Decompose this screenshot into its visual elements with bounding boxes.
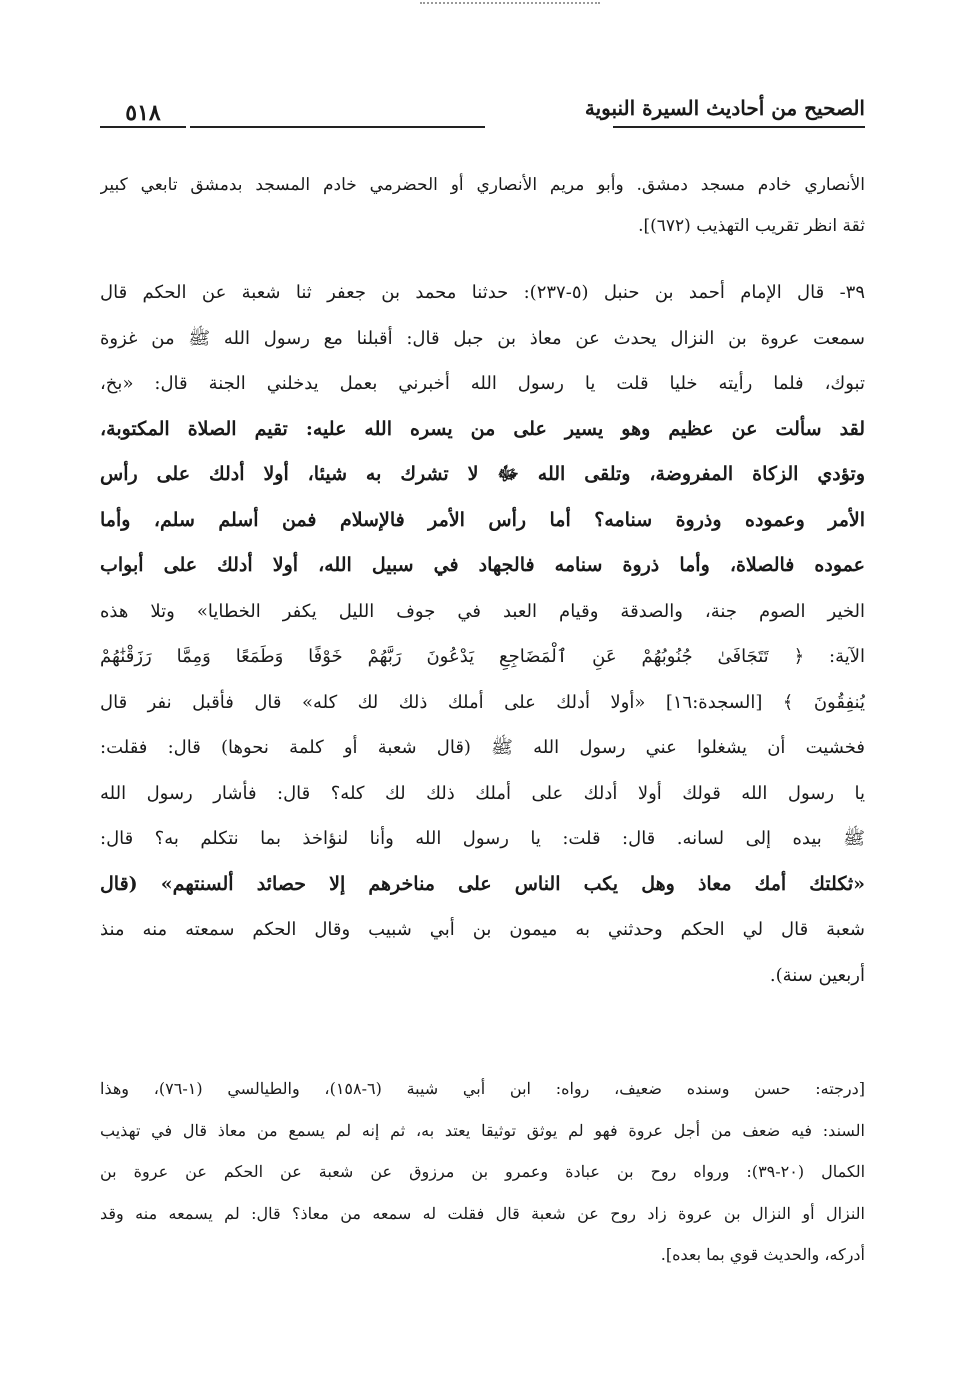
header-title-underline <box>613 126 865 128</box>
text-line: الخير الصوم جنة، والصدقة وقيام العبد في جوف الليل يكفر الخطايا» وتلا هذه <box>100 600 865 622</box>
text-line: [درجته: حسن وسنده ضعيف، رواه: ابن أبي شيبة (٦-١٥٨)، والطيالسي (١-٧٦)، وهذا <box>100 1079 865 1098</box>
text-line: يا رسول الله قولك أولا أدلك على أملك ذلك لك كله؟ قال: فأشار رسول الله <box>100 782 865 804</box>
text-line: «ثكلتك أمك معاذ وهل يكب الناس على مناخرهم إلا حصائد ألسنتهم» (قال <box>100 872 865 895</box>
text-line: تبوك، فلما رأيته خليا قلت يا رسول الله أخبرني بعمل يدخلني الجنة قال: «بخ، <box>100 373 865 394</box>
text-line: أدركه، والحديث قوي بما بعده]. <box>660 1245 865 1264</box>
text-line: الأمر وعموده وذروة سنامه؟ أما رأس الأمر فالإسلام فمن أسلم سلم، وأما <box>100 508 865 531</box>
top-dotted-rule <box>420 2 600 4</box>
text-line: ٣٩- قال الإمام أحمد بن حنبل (٥-٢٣٧): حدثنا محمد بن جعفر ثنا شعبة عن الحكم قال <box>100 282 865 303</box>
page-number: ٥١٨ <box>125 100 161 126</box>
header-rule <box>190 126 485 128</box>
text-line: ثقة انظر تقريب التهذيب (٦٧٢)]. <box>638 216 865 236</box>
page-number-underline <box>100 126 186 128</box>
text-line: يُنفِقُونَ ﴾ [السجدة:١٦] «أولا أدلك على أملك ذلك لك كله» قال فأقبل نفر قال <box>100 691 865 713</box>
text-line: فخشيت أن يشغلوا عني رسول الله ﷺ (قال شعبة أو كلمة نحوها) قال: فقلت: <box>100 737 865 758</box>
text-line: أربعين سنة). <box>769 964 865 986</box>
hadith-paragraph <box>100 270 865 998</box>
text-line: النزال أو النزال بن عروة زاد روح عن شعبة قال فقلت له سمعه من معاذ؟ قال: لم يسمعه منه وقد <box>100 1203 865 1223</box>
text-line: الأنصاري خادم مسجد دمشق. وأبو مريم الأنصاري أو الحضرمي خادم المسجد بدمشق تابعي كبير <box>100 175 865 195</box>
text-line: وتؤدي الزكاة المفروضة، وتلقى الله ﷻ لا تشرك به شيئا، أولا أدلك على رأس <box>100 463 865 485</box>
text-line: سمعت عروة بن النزال يحدث عن معاذ بن جبل قال: أقبلنا مع رسول الله ﷺ من غزوة <box>100 327 865 349</box>
text-line: شعبة قال لي الحكم وحدثني به ميمون بن أبي شبيب وقال الحكم سمعته منه منذ <box>100 919 865 940</box>
text-line: الكمال (٢٠-٣٩): ورواه روح بن عبادة وعمرو بن مرزوق عن شعبة عن الحكم عن عروة بن <box>100 1162 865 1181</box>
quran-verse-line: الآية: ﴿ تَتَجَافَىٰ جُنُوبُهُمْ عَنِ ٱلْمَضَاجِعِ يَدْعُونَ رَبَّهُمْ خَوْفًا وَطَمَعًا وَمِمَّا رَزَقْنَٰهُمْ <box>100 646 865 667</box>
book-page <box>100 0 865 1400</box>
text-line: عموده فالصلاة، وأما ذروة سنامه فالجهاد في سبيل الله، أولا أدلك على أبواب <box>100 554 865 576</box>
header-title: الصحيح من أحاديث السيرة النبوية <box>584 96 865 120</box>
paragraph-continuation <box>100 165 865 247</box>
text-line: ﷺ بيده إلى لسانه. قال: قلت: يا رسول الله وأنا لنؤاخذ بما نتكلم به؟ قال: <box>100 828 865 849</box>
grading-paragraph <box>100 1068 865 1276</box>
text-line: السند: فيه ضعف من أجل عروة فهو لم يوثق توثيقا يعتد به، ثم إنه لم يسمع من معاذ قال في تهذيب <box>100 1120 865 1140</box>
text-line: لقد سألت عن عظيم وهو يسير على من يسره الله عليه: تقيم الصلاة المكتوبة، <box>100 417 865 440</box>
running-header <box>100 96 865 136</box>
